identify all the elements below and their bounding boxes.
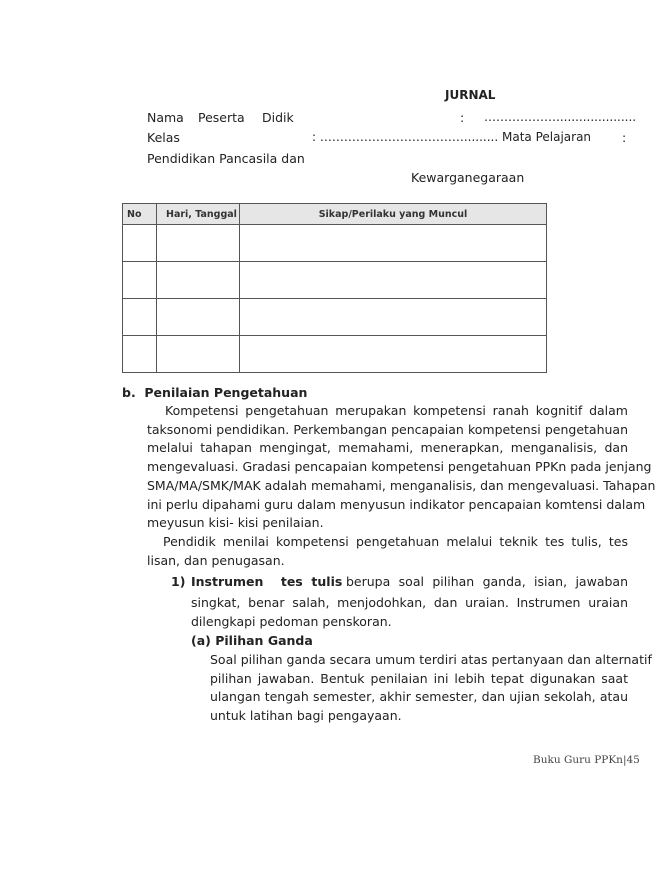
- paragraph-line: ulangan tengah semester, akhir semester, dan ujian sekolah, atau: [210, 689, 628, 705]
- paragraph-line: singkat, benar salah, menjodohkan, dan uraian. Instrumen uraian: [191, 595, 628, 610]
- table-cell: [157, 225, 240, 262]
- table-cell: [123, 262, 157, 299]
- table-cell: [157, 336, 240, 373]
- table-cell: [240, 336, 547, 373]
- header-no: No: [123, 204, 157, 225]
- section-b-heading: b. Penilaian Pengetahuan: [122, 385, 308, 400]
- table-cell: [123, 225, 157, 262]
- paragraph-line: Soal pilihan ganda secara umum terdiri atas pertanyaan dan alternatif: [210, 652, 652, 667]
- table-cell: [123, 299, 157, 336]
- table-row: [123, 299, 547, 336]
- paragraph-line: Pendidik menilai kompetensi pengetahuan melalui teknik tes tulis, tes: [163, 534, 628, 549]
- table-row: [123, 225, 547, 262]
- mapel-line1: Pendidikan Pancasila dan: [147, 151, 305, 166]
- paragraph-line: Kompetensi pengetahuan merupakan kompetensi ranah kognitif dalam: [165, 403, 628, 418]
- paragraph-line: pilihan jawaban. Bentuk penilaian ini lebih tepat digunakan saat: [210, 670, 628, 686]
- table-cell: [240, 225, 547, 262]
- nama-dots: ……………….....................: [484, 110, 637, 124]
- sub-a-heading: (a) Pilihan Ganda: [191, 633, 313, 648]
- paragraph-line: ini perlu dipahami guru dalam menyusun indikator pencapaian komtensi dalam: [147, 496, 646, 512]
- peserta-label: Peserta: [198, 110, 245, 125]
- sub-a-body: [210, 651, 652, 726]
- paragraph-line: melalui tahapan mengingat, memahami, menerapkan, menganalisis, dan: [147, 440, 628, 456]
- journal-title: JURNAL: [445, 88, 496, 102]
- table-cell: [157, 299, 240, 336]
- nama-colon: :: [460, 110, 465, 125]
- header-hari-tanggal: Hari, Tanggal: [157, 204, 240, 225]
- table-cell: [240, 299, 547, 336]
- footer-separator: |: [622, 754, 627, 766]
- paragraph-line: dilengkapi pedoman penskoran.: [191, 613, 392, 629]
- nama-label: Nama: [147, 110, 184, 125]
- mapel-line2: Kewarganegaraan: [411, 170, 525, 185]
- header-sikap: Sikap/Perilaku yang Muncul: [240, 204, 547, 225]
- item1-bold: Instrumen tes tulis: [191, 574, 343, 589]
- didik-label: Didik: [262, 110, 294, 125]
- footer-book-title: Buku Guru PPKn: [533, 754, 623, 766]
- table-cell: [123, 336, 157, 373]
- paragraph-line: untuk latihan bagi pengayaan.: [210, 708, 402, 724]
- paragraph-line: lisan, dan penugasan.: [147, 552, 285, 568]
- page-footer: [533, 754, 640, 766]
- table-header-row: [123, 204, 547, 225]
- item1-number: 1): [171, 574, 186, 589]
- kelas-colon: :: [622, 130, 627, 145]
- journal-table: [122, 203, 547, 373]
- paragraph-1: [147, 402, 655, 533]
- table-cell: [240, 262, 547, 299]
- footer-page-number: 45: [626, 754, 640, 766]
- paragraph-line: meyusun kisi- kisi penilaian.: [147, 515, 324, 531]
- paragraph-2: [147, 533, 628, 570]
- item1-rest: berupa soal pilihan ganda, isian, jawaban: [346, 574, 628, 589]
- paragraph-line: SMA/MA/SMK/MAK adalah memahami, menganalisis, dan mengevaluasi. Tahapan: [147, 477, 655, 493]
- paragraph-line: taksonomi pendidikan. Perkembangan pencapaian kompetensi pengetahuan: [147, 421, 628, 437]
- table-row: [123, 262, 547, 299]
- kelas-label: Kelas: [147, 130, 180, 145]
- item1-body: [191, 594, 628, 631]
- table-row: [123, 336, 547, 373]
- table-cell: [157, 262, 240, 299]
- kelas-value: : ………………………………......... Mata Pelajaran: [312, 130, 592, 144]
- paragraph-line: mengevaluasi. Gradasi pencapaian kompetensi pengetahuan PPKn pada jenjang: [147, 459, 652, 475]
